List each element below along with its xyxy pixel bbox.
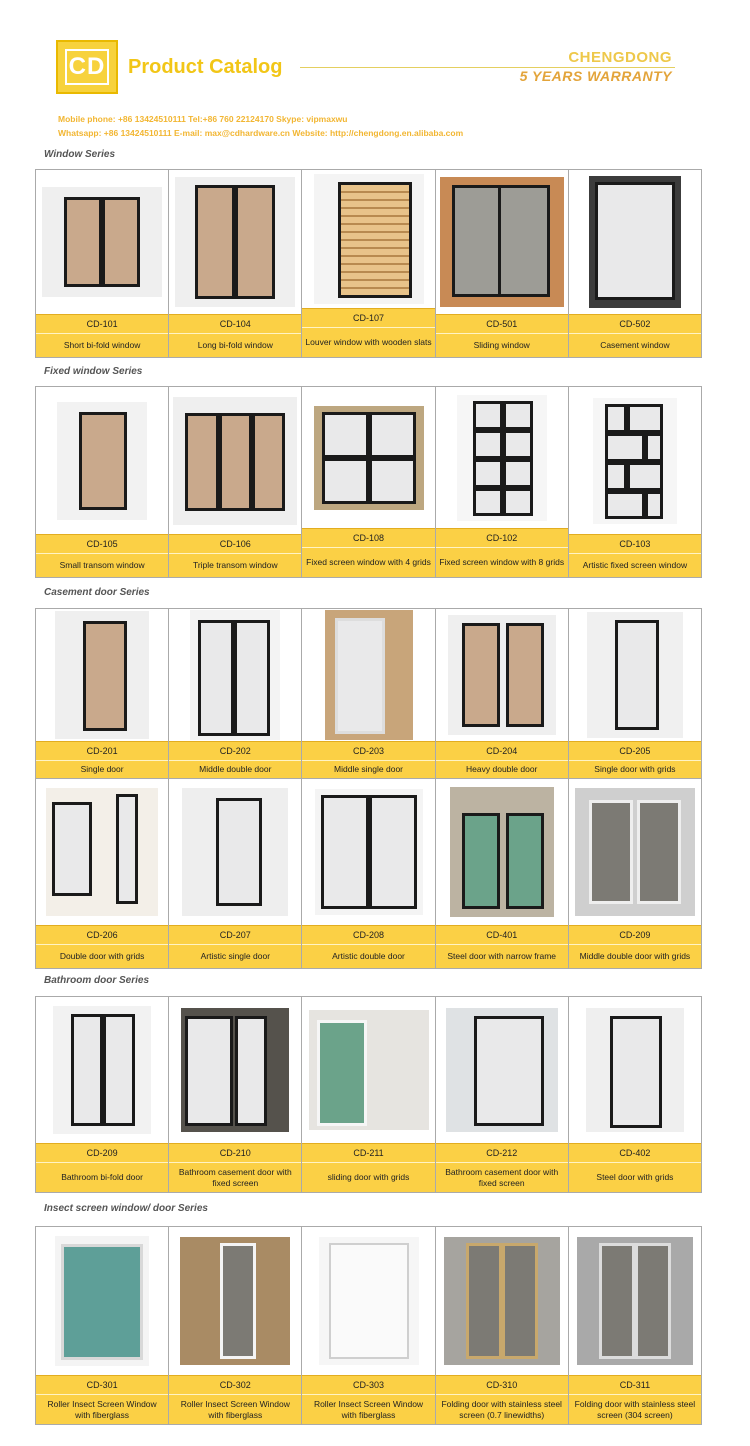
product-code: CD-102 [436, 528, 568, 547]
product-grid [35, 386, 702, 578]
product-card[interactable] [169, 779, 302, 969]
product-row [36, 387, 702, 578]
product-code: CD-212 [436, 1143, 568, 1162]
casement-window-icon [589, 176, 681, 308]
product-name: Bathroom casement door with fixed screen [169, 1162, 301, 1192]
product-image [169, 1227, 301, 1375]
product-code: CD-108 [302, 528, 434, 547]
product-image [569, 779, 701, 925]
product-card[interactable] [436, 609, 569, 779]
logo-text: CD [68, 53, 106, 80]
door-icon [448, 615, 556, 735]
page-title: Product Catalog [128, 56, 283, 78]
door-icon [315, 789, 423, 915]
screen-window-icon [55, 1236, 149, 1366]
product-image [36, 170, 168, 314]
door-icon [55, 611, 149, 739]
product-name: Short bi-fold window [36, 333, 168, 357]
product-name: Roller Insect Screen Window with fiberglass [36, 1394, 168, 1424]
screen-window-icon [180, 1237, 290, 1365]
door-icon [181, 1008, 289, 1132]
product-code: CD-204 [436, 741, 568, 760]
product-name: Folding door with stainless steel screen (304 screen) [569, 1394, 701, 1424]
product-image [302, 609, 434, 741]
product-image [436, 387, 568, 528]
product-card[interactable] [569, 997, 702, 1193]
product-name: Middle double door [169, 760, 301, 778]
product-card[interactable] [36, 997, 169, 1193]
product-name: Bathroom casement door with fixed screen [436, 1162, 568, 1192]
product-card[interactable] [436, 387, 569, 578]
product-grid [35, 169, 702, 358]
product-card[interactable] [36, 387, 169, 578]
product-code: CD-301 [36, 1375, 168, 1394]
product-name: Middle double door with grids [569, 944, 701, 968]
product-image [436, 170, 568, 314]
product-card[interactable] [569, 1227, 702, 1425]
product-card[interactable] [36, 1227, 169, 1425]
product-name: Artistic double door [302, 944, 434, 968]
louver-window-icon [314, 174, 424, 304]
product-name: Roller Insect Screen Window with fiberglass [169, 1394, 301, 1424]
product-code: CD-202 [169, 741, 301, 760]
product-code: CD-103 [569, 534, 701, 553]
product-image [302, 997, 434, 1143]
product-name: Roller Insect Screen Window with fiberglass [302, 1394, 434, 1424]
product-name: Single door [36, 760, 168, 778]
product-image [36, 997, 168, 1143]
product-name: Steel door with grids [569, 1162, 701, 1192]
product-image [436, 1227, 568, 1375]
product-image [36, 609, 168, 741]
product-code: CD-209 [569, 925, 701, 944]
product-card[interactable] [436, 170, 569, 358]
warranty-text: 5 YEARS WARRANTY [519, 68, 672, 84]
contact-line-2: Whatsapp: +86 13424510111 E-mail: max@cdhardware.cn Website: http://chengdong.en.alibaba.com [58, 128, 464, 138]
product-card[interactable] [569, 387, 702, 578]
door-icon [450, 787, 554, 917]
brand-name: CHENGDONG [568, 49, 672, 66]
product-name: Artistic fixed screen window [569, 553, 701, 577]
product-card[interactable] [436, 1227, 569, 1425]
catalog-header [0, 0, 750, 145]
product-image [436, 997, 568, 1143]
product-name: Sliding window [436, 333, 568, 357]
product-image [36, 779, 168, 925]
product-code: CD-401 [436, 925, 568, 944]
product-name: Middle single door [302, 760, 434, 778]
product-row [36, 997, 702, 1193]
product-name: Steel door with narrow frame [436, 944, 568, 968]
product-image [169, 170, 301, 314]
product-card[interactable] [169, 387, 302, 578]
product-image [169, 387, 301, 534]
product-card[interactable] [169, 997, 302, 1193]
product-name: Heavy double door [436, 760, 568, 778]
product-name: Louver window with wooden slats [302, 327, 434, 357]
product-code: CD-107 [302, 308, 434, 327]
product-card[interactable] [36, 609, 169, 779]
product-code: CD-209 [36, 1143, 168, 1162]
product-card[interactable] [302, 997, 435, 1193]
fixed-window-icon [593, 398, 677, 524]
product-image [569, 1227, 701, 1375]
door-icon [587, 612, 683, 738]
product-grid [35, 1226, 702, 1425]
section-title: Casement door Series [44, 587, 150, 598]
product-image [569, 387, 701, 534]
transom-window-icon [57, 402, 147, 520]
product-code: CD-105 [36, 534, 168, 553]
product-image [36, 387, 168, 534]
product-code: CD-101 [36, 314, 168, 333]
product-card[interactable] [302, 609, 435, 779]
product-code: CD-104 [169, 314, 301, 333]
contact-line-1: Mobile phone: +86 13424510111 Tel:+86 760 22124170 Skype: vipmaxwu [58, 114, 348, 124]
product-card[interactable] [36, 779, 169, 969]
product-name: Long bi-fold window [169, 333, 301, 357]
door-icon [586, 1008, 684, 1132]
product-code: CD-106 [169, 534, 301, 553]
product-name: Fixed screen window with 8 grids [436, 547, 568, 577]
screen-door-icon [444, 1237, 560, 1365]
product-code: CD-402 [569, 1143, 701, 1162]
door-icon [53, 1006, 151, 1134]
product-code: CD-201 [36, 741, 168, 760]
product-code: CD-310 [436, 1375, 568, 1394]
product-card[interactable] [169, 170, 302, 358]
transom-window-icon [173, 397, 297, 525]
product-row [36, 779, 702, 969]
sliding-window-icon [440, 177, 564, 307]
door-icon [309, 1010, 429, 1130]
product-image [569, 170, 701, 314]
product-row [36, 1227, 702, 1425]
product-image [436, 779, 568, 925]
product-name: Folding door with stainless steel screen (0.7 linewidths) [436, 1394, 568, 1424]
product-grid [35, 608, 702, 969]
product-card[interactable] [569, 609, 702, 779]
product-card[interactable] [302, 170, 435, 358]
section-title: Fixed window Series [44, 366, 143, 377]
product-name: Bathroom bi-fold door [36, 1162, 168, 1192]
product-card[interactable] [169, 609, 302, 779]
product-image [569, 997, 701, 1143]
product-code: CD-501 [436, 314, 568, 333]
section-title: Bathroom door Series [44, 975, 150, 986]
door-icon [325, 610, 413, 740]
bi-fold-window-icon [175, 177, 295, 307]
product-name: sliding door with grids [302, 1162, 434, 1192]
product-code: CD-206 [36, 925, 168, 944]
product-card[interactable] [302, 779, 435, 969]
product-card[interactable] [302, 1227, 435, 1425]
product-image [302, 779, 434, 925]
bi-fold-window-icon [42, 187, 162, 297]
product-code: CD-303 [302, 1375, 434, 1394]
section-title: Insect screen window/ door Series [44, 1203, 208, 1214]
product-image [302, 387, 434, 528]
door-icon [446, 1008, 558, 1132]
fixed-window-icon [314, 406, 424, 510]
product-row [36, 170, 702, 358]
product-image [569, 609, 701, 741]
product-code: CD-311 [569, 1375, 701, 1394]
product-card[interactable] [436, 997, 569, 1193]
product-card[interactable] [302, 387, 435, 578]
logo [56, 40, 118, 94]
product-name: Artistic single door [169, 944, 301, 968]
door-icon [575, 788, 695, 916]
product-name: Fixed screen window with 4 grids [302, 547, 434, 577]
product-image [36, 1227, 168, 1375]
door-icon [190, 610, 280, 740]
product-grid [35, 996, 702, 1193]
product-image [169, 609, 301, 741]
product-image [302, 1227, 434, 1375]
product-code: CD-210 [169, 1143, 301, 1162]
product-name: Casement window [569, 333, 701, 357]
product-code: CD-203 [302, 741, 434, 760]
product-code: CD-208 [302, 925, 434, 944]
product-name: Small transom window [36, 553, 168, 577]
fixed-window-icon [457, 395, 547, 521]
product-name: Triple transom window [169, 553, 301, 577]
screen-door-icon [577, 1237, 693, 1365]
product-image [169, 779, 301, 925]
product-image [436, 609, 568, 741]
product-name: Double door with grids [36, 944, 168, 968]
product-card[interactable] [169, 1227, 302, 1425]
product-card[interactable] [569, 170, 702, 358]
product-code: CD-211 [302, 1143, 434, 1162]
product-code: CD-205 [569, 741, 701, 760]
product-code: CD-502 [569, 314, 701, 333]
product-code: CD-302 [169, 1375, 301, 1394]
product-image [169, 997, 301, 1143]
product-name: Single door with grids [569, 760, 701, 778]
section-title: Window Series [44, 149, 116, 160]
screen-window-icon [319, 1237, 419, 1365]
product-row [36, 609, 702, 779]
door-icon [46, 788, 158, 916]
product-card[interactable] [569, 779, 702, 969]
product-card[interactable] [436, 779, 569, 969]
product-code: CD-207 [169, 925, 301, 944]
product-image [302, 170, 434, 308]
product-card[interactable] [36, 170, 169, 358]
door-icon [182, 788, 288, 916]
